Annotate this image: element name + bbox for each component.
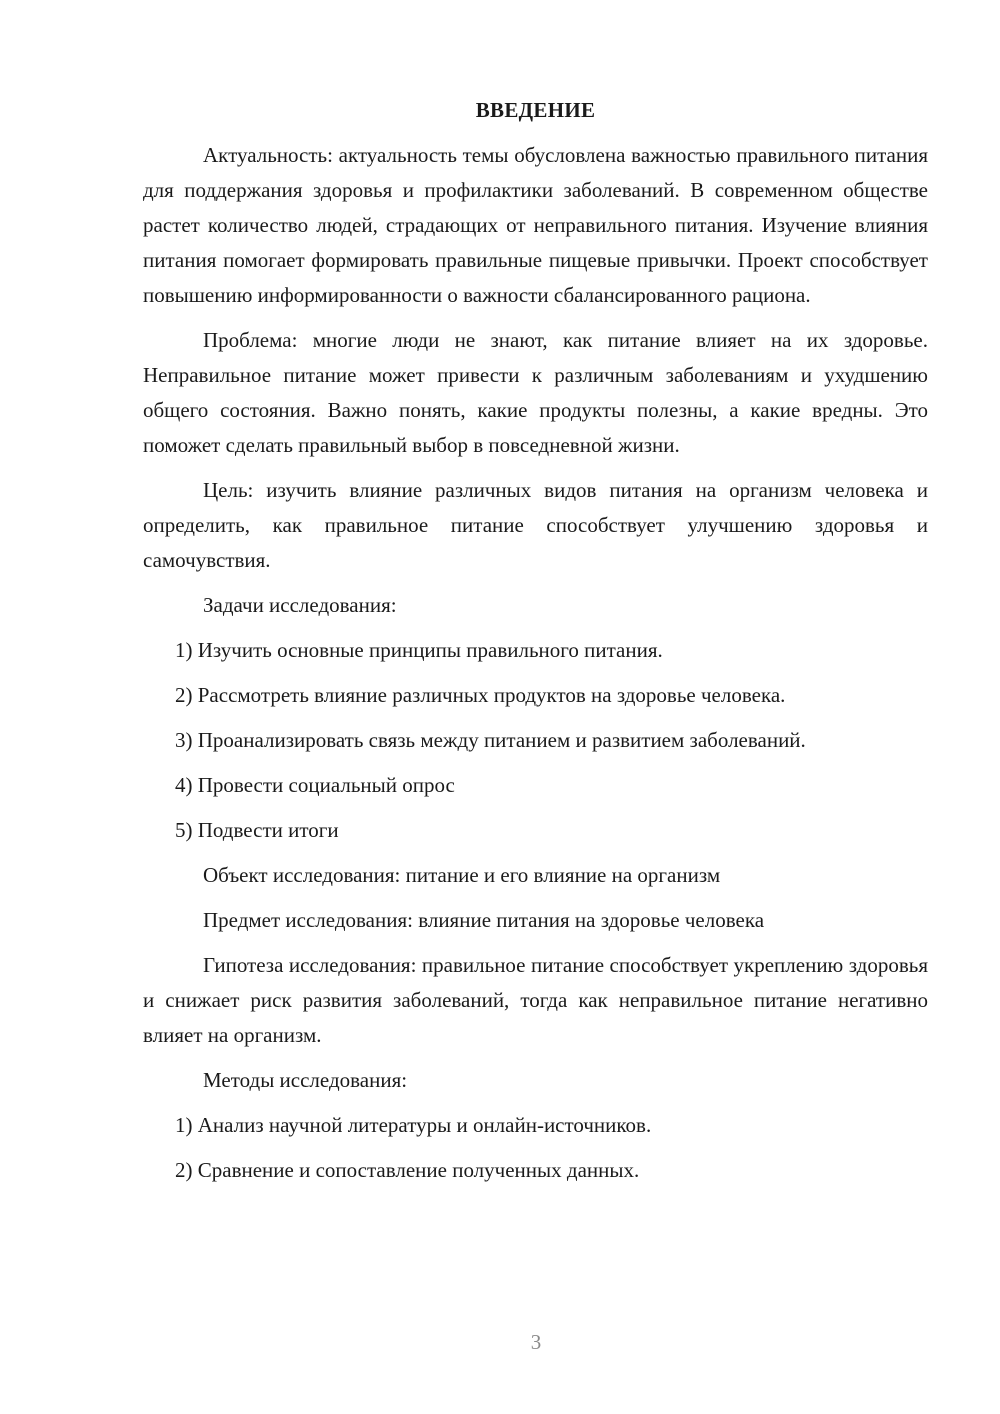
goal-paragraph: Цель: изучить влияние различных видов питания на организм человека и определить, как правильное питание способствует улучшению здоровья и самочувствия. bbox=[143, 478, 928, 572]
tasks-heading: Задачи исследования: bbox=[203, 593, 397, 617]
list-item: 1) Изучить основные принципы правильного питания. bbox=[175, 638, 663, 662]
document-page bbox=[143, 93, 928, 1198]
page-number: 3 bbox=[530, 1330, 542, 1354]
list-item: 3) Проанализировать связь между питанием и развитием заболеваний. bbox=[175, 728, 806, 752]
methods-heading: Методы исследования: bbox=[203, 1068, 408, 1092]
list-item: 5) Подвести итоги bbox=[175, 818, 339, 842]
tasks-list bbox=[143, 633, 928, 848]
problem-paragraph: Проблема: многие люди не знают, как питание влияет на их здоровье. Неправильное питание может привести к различным заболеваниям и ухудшению общего состояния. Важно понять, какие продукты полезны, а какие вредны. Это поможет сделать правильный выбор в повседневной жизни. bbox=[143, 328, 928, 457]
relevance-paragraph: Актуальность: актуальность темы обусловлена важностью правильного питания для поддержания здоровья и профилактики заболеваний. В современном обществе растет количество людей, страдающих от неправильного питания. Изучение влияния питания помогает формировать правильные пищевые привычки. Проект способствует повышению информированности о важности сбалансированного рациона. bbox=[143, 143, 928, 307]
subject-paragraph: Предмет исследования: влияние питания на здоровье человека bbox=[203, 908, 765, 932]
list-item: 2) Сравнение и сопоставление полученных данных. bbox=[175, 1158, 640, 1182]
list-item: 4) Провести социальный опрос bbox=[175, 773, 455, 797]
methods-list bbox=[143, 1108, 928, 1188]
hypothesis-paragraph: Гипотеза исследования: правильное питание способствует укреплению здоровья и снижает риск развития заболеваний, тогда как неправильное питание негативно влияет на организм. bbox=[143, 953, 928, 1047]
object-paragraph: Объект исследования: питание и его влияние на организм bbox=[203, 863, 721, 887]
page-title: ВВЕДЕНИЕ bbox=[475, 98, 596, 122]
list-item: 1) Анализ научной литературы и онлайн-источников. bbox=[175, 1113, 652, 1137]
list-item: 2) Рассмотреть влияние различных продуктов на здоровье человека. bbox=[175, 683, 786, 707]
